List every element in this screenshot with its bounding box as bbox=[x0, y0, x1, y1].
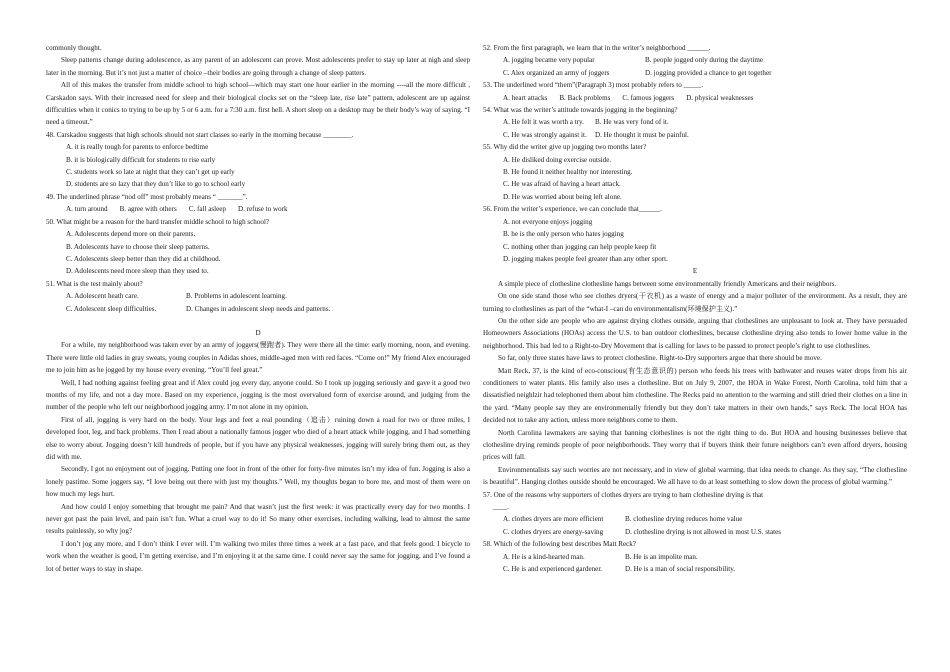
question-52-options bbox=[483, 54, 907, 79]
option: A. clothes dryers are more efficient bbox=[503, 515, 604, 524]
passage-e-paragraph: Environmentalists say such worries are not necessary, and in view of global warming, that idea needs to change. As they say, “The clothesline is beautiful”. Hanging clothes outside should be encouraged. We all have to do at least something to slow down the process of global warming.” bbox=[483, 465, 907, 487]
option: C. clothes dryers are energy-saving bbox=[503, 527, 604, 536]
passage-d-paragraph: Well, I had nothing against feeling great and if Alex could jog every day, anyone could. So I took up jogging seriously and gave it a good two months of my life, and not a day more. Based on my experience, jogging is the most overvalued form of exercise around, and judging from the number of the people who left our neighborhood jogging army. I’m not alone in my opinion. bbox=[46, 378, 470, 412]
option: B. He was very fond of it. bbox=[595, 118, 669, 127]
section-d-heading: D bbox=[255, 328, 261, 337]
option: D. He thought it must be painful. bbox=[595, 130, 689, 139]
question-57-options bbox=[483, 513, 907, 538]
option: C. He was strongly against it. bbox=[503, 130, 587, 139]
question-52: 52. From the first paragraph, we learn that in the writer’s neighborhood ______. bbox=[483, 44, 711, 52]
option: B. people jogged only during the daytime bbox=[645, 56, 764, 65]
question-51-options bbox=[46, 290, 470, 315]
passage-d-paragraph: First of all, jogging is very hard on the body. Your legs and feet a real pounding（追击）ruining down a road for two or three miles, I developed foot, leg, and back problems. Then I read about a nationally famous jogger who died of a heart attack while jogging, and I had something else to worry about. Jogging doesn’t kill hundreds of people, but if you have any physical weaknesses, jogging will surely bring them out, as they did with me. bbox=[46, 415, 470, 461]
option: A. He disliked doing exercise outside. bbox=[503, 155, 612, 164]
option: D. Adolescents need more sleep than they used to. bbox=[66, 267, 209, 276]
question-48: 48. Carskadou suggests that high schools should not start classes so early in the morning because ________. bbox=[46, 130, 354, 139]
question-51: 51. What is the test mainly about? bbox=[46, 279, 143, 288]
option: D. students are so lazy that they don’t like to go to school early bbox=[66, 180, 246, 189]
question-55-options bbox=[483, 154, 907, 204]
question-48-options bbox=[46, 141, 470, 191]
option: C. He is and experienced gardener. bbox=[503, 565, 603, 574]
option: D. He is a man of social responsibility. bbox=[625, 565, 736, 574]
question-50: 50. What might be a reason for the hard transfer middle school to high school? bbox=[46, 217, 270, 226]
passage-e-paragraph: So far, only three states have laws to protect clothesline. Right-to-Dry supporters argue that there should be move. bbox=[498, 354, 822, 363]
passage-c-tail: commonly thought. bbox=[46, 44, 102, 52]
option: A. He felt it was worth a try. bbox=[503, 118, 584, 127]
passage-d-paragraph: Secondly, I got no enjoyment out of jogging. Putting one foot in front of the other for forty-five minutes isn’t my idea of fun. Jogging is also a lonely pastime. Some joggers say, “I love being out there with just my thoughts.” Well, my thoughts began to bore me, and most of them were on how much my legs hurt. bbox=[46, 465, 470, 499]
option: A. Adolescent heath care. bbox=[66, 292, 139, 301]
question-54: 54. What was the writer’s attitude towards jogging in the beginning? bbox=[483, 106, 678, 115]
question-53: 53. The underlined word “them”(Paragraph 3) most probably refers to _____. bbox=[483, 81, 704, 90]
question-53-options bbox=[483, 92, 907, 104]
option: D. refuse to work bbox=[237, 205, 288, 214]
passage-c-paragraph: All of this makes the transfer from middle school to high school—which may start one hour earlier in the morning ----all the more difficult , Carskadon says. With their increased need for sleep and their biological clocks set on the “sleep late, rise late” pattern, adolescent are up against difficulties when it conics to trying to be up by 5 or 6 a.m. for a 7:30 a.m. first hell. A short sleep on a desktop may be their body’s way of saying. “I need a timeout.” bbox=[46, 81, 470, 127]
option: B. he is the only person who hates jogging bbox=[503, 230, 624, 239]
option: A. heart attacks bbox=[503, 93, 548, 102]
option: B. Back problems bbox=[559, 93, 611, 102]
option: B. it is biologically difficult for students to rise early bbox=[66, 155, 216, 164]
option: D. Changes in adolescent sleep needs and patterns. bbox=[186, 304, 331, 313]
section-e-heading: E bbox=[692, 267, 698, 276]
option: C. fall asleep bbox=[188, 205, 226, 214]
passage-c-paragraph: Sleep patterns change during adolescence, as any parent of an adolescent can prove. Most adolescents prefer to stay up later at nigh and sleep later in the morning. But it’s not just a matter of choice –their bodies are going through a change of sleep patters. bbox=[46, 56, 470, 77]
option: B. clothesline drying reduces home value bbox=[625, 515, 743, 524]
option: C. nothing other than jogging can help people keep fit bbox=[503, 242, 657, 251]
option: B. He is an impolite man. bbox=[625, 552, 698, 561]
question-56-options bbox=[483, 216, 907, 266]
question-49: 49. The underlined phrase “nod off” most probably means “ _______”. bbox=[46, 192, 248, 201]
option: C. famous joggers bbox=[622, 93, 675, 102]
question-49-options bbox=[46, 203, 470, 215]
question-56: 56. From the writer’s experience, we can conclude that______. bbox=[483, 205, 662, 214]
passage-e-paragraph: On the other side are people who are against drying clothes outside, arguing that clotheslines are unpleasant to look at. They have persuaded Homeowners Associations (HOAs) access the U.S. to ban outdoor clotheslines, because clothesline drying also tends to lower home value in the neighborhood. This had led to a Right-to-Dry Movement that is calling for laws to be passed to protect people’s right to use clotheslines. bbox=[483, 316, 907, 350]
passage-d-paragraph: I don’t jog any more, and I don’t think I ever will. I’m walking two miles three times a week at a fast pace, and that feels good. I bicycle to work when the weather is good, I’m getting exercise, and I’m enjoying it at the same time. I could never say the same for jogging, and I’ve found a lot of better ways to stay in shape. bbox=[46, 539, 470, 573]
option: A. not everyone enjoys jogging bbox=[503, 217, 593, 226]
passage-e-paragraph: Matt Reck, 37, is the kind of eco-conscious(有生态意识的) person who feeds his trees with bathwater and reuses water drops from his air conditioners to water plants. His family also uses a clothesline. But on July 9, 2007, the HOA in Wake Forest, North Carolina, told him that a dissatisfied neighlzir had telephoned them about him clothesline. The Recks paid no attention to the warming and still dried their clothes on a line in the yard. “Many people say they are environmentally friendly but they don’t take matters in their own hands,” says Reck. The local HOA has decided not to take any action, unless more neighbors come to them. bbox=[483, 366, 907, 425]
option: D. jogging provided a chance to get together bbox=[645, 68, 772, 77]
option: D. clothesline drying is not allowed in most U.S. states bbox=[625, 527, 782, 536]
question-54-options bbox=[483, 116, 907, 141]
option: C. Adolescent sleep difficulties. bbox=[66, 304, 157, 313]
option: B. Problems in adolescent learning. bbox=[186, 292, 287, 301]
question-57-blank: ____. bbox=[493, 503, 509, 512]
option: A. turn around bbox=[66, 205, 108, 214]
passage-d-paragraph: And how could I enjoy something that brought me pain? And that wasn’t just the first week: it was practically every day for two months. I never got past the pain level, and pain isn’t fun. What a cruel way to do it! So many other exercises, including walking, lead to almost the same results painlessly, so why jog? bbox=[46, 502, 470, 536]
passage-e-paragraph: On one side stand those who see clothes dryers(干衣机) as a waste of energy and a major polluter of the environment. As a result, they are turning to clotheslines as part of the “what-I –can do environmentalism(环境保护主义).” bbox=[483, 292, 907, 313]
option: A. Adolescents depend more on their parents. bbox=[66, 230, 196, 239]
passage-d-paragraph: For a while, my neighborhood was taken ever by an army of joggers(慢跑者). They were there all the time: early morning, noon, and evening. There were little old ladies in gray sweats, young couples in Adidas shoes, middle-aged men with red faces. “Come on!” My friend Alex encouraged me to join him as he jogged by my house every evening. “You’ll feel great.” bbox=[46, 341, 470, 375]
passage-e-paragraph: North Carolina lawmakers are saying that banning clotheslines is not the right thing to do. But HOA and housing businesses believe that clothesline drying reminds people of poor neighborhoods. They worry that if buyers think their future neighbors can’t even afford dryers, housing prices will fall. bbox=[483, 428, 907, 462]
option: A. He is a kind-hearted man. bbox=[503, 552, 585, 561]
option: D. He was worried about being left alone. bbox=[503, 192, 622, 201]
option: C. He was afraid of having a heart attack. bbox=[503, 180, 621, 189]
option: B. Adolescents have to choose their sleep patterns. bbox=[66, 242, 210, 251]
question-57: 57. One of the reasons why supporters of clothes dryers are trying to ham clothesline drying is that bbox=[483, 490, 764, 499]
left-column bbox=[46, 42, 470, 575]
option: C. Adolescents sleep better than they did at childhood. bbox=[66, 254, 221, 263]
question-55: 55. Why did the writer give up jogging two months later? bbox=[483, 143, 647, 152]
option: D. physical weaknesses bbox=[686, 93, 754, 102]
right-column bbox=[483, 42, 907, 575]
question-58: 58. Which of the following best describes Matt Reck? bbox=[483, 540, 636, 549]
option: C. students work so late at night that they can’t get up early bbox=[66, 168, 235, 177]
question-58-options bbox=[483, 551, 907, 576]
option: D. jogging makes people feel greater than any other sport. bbox=[503, 254, 668, 263]
option: C. Alex organized an army of joggers bbox=[503, 68, 610, 77]
option: A. jogging became very popular bbox=[503, 56, 595, 65]
option: B. He found it neither healthy nor interesting. bbox=[503, 168, 633, 177]
passage-e-paragraph: A simple piece of clothesline clothesline hangs between some environmentally friendly Americans and their neighbors. bbox=[498, 279, 837, 288]
question-50-options bbox=[46, 228, 470, 278]
option: A. it is really tough for parents to enforce bedtime bbox=[66, 143, 209, 152]
option: B. agree with others bbox=[119, 205, 177, 214]
